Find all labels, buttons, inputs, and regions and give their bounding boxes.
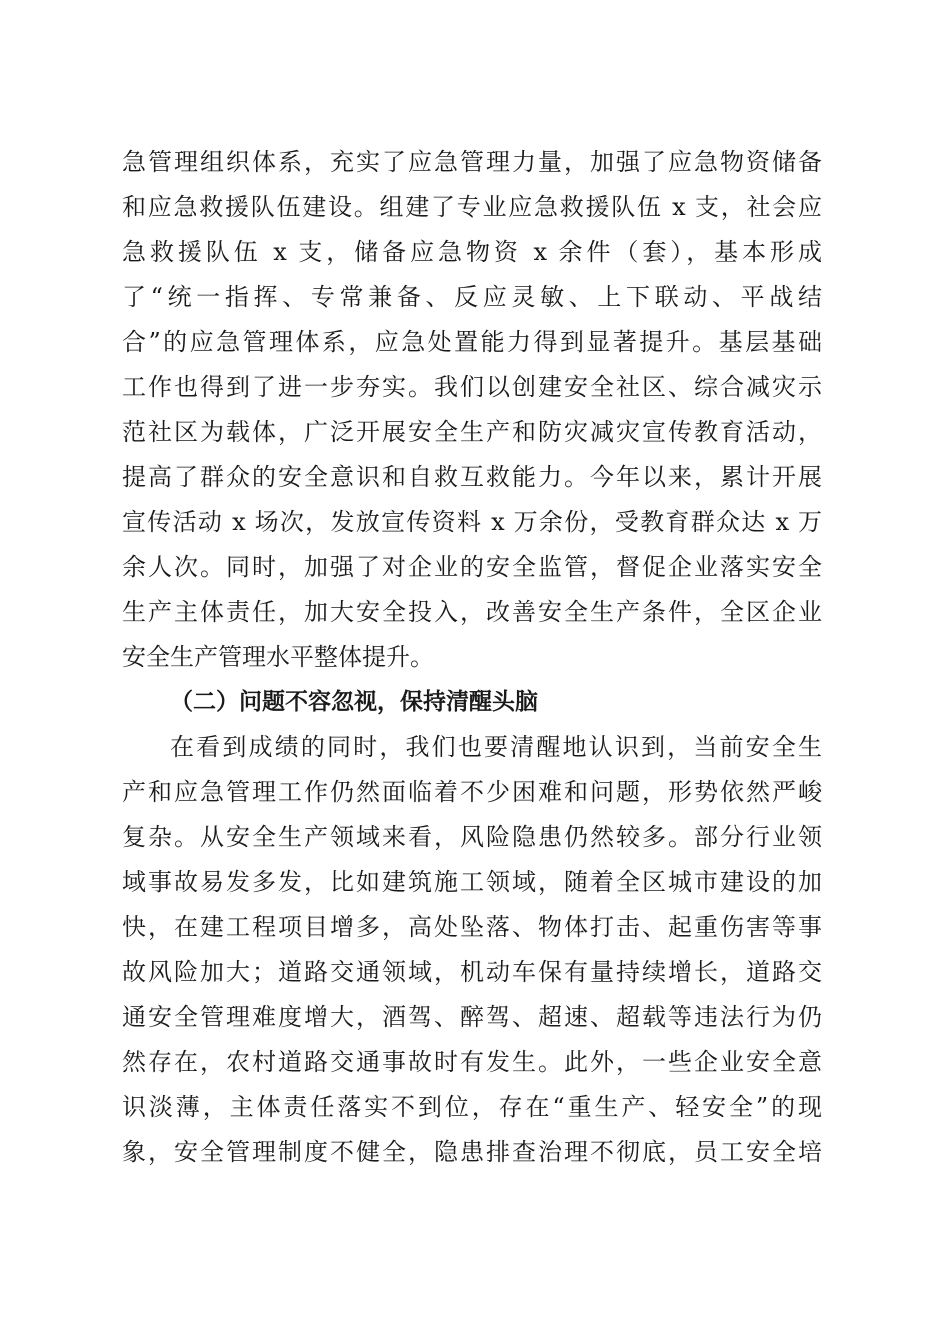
section-heading: （二）问题不容忽视，保持清醒头脑 <box>170 689 538 715</box>
text-line: 识淡薄，主体责任落实不到位，存在“重生产、轻安全”的现 <box>122 1093 822 1121</box>
text-line: 工作也得到了进一步夯实。我们以创建安全社区、综合减灾示 <box>122 373 822 401</box>
text-line: 域事故易发多发，比如建筑施工领域，随着全区城市建设的加 <box>122 868 822 896</box>
text-line: 复杂。从安全生产领域来看，风险隐患仍然较多。部分行业领 <box>122 823 822 851</box>
paragraph-achievements <box>122 140 822 680</box>
text-line: 快，在建工程项目增多，高处坠落、物体打击、起重伤害等事 <box>122 913 822 941</box>
text-line: 急管理组织体系，充实了应急管理力量，加强了应急物资储备 <box>122 148 822 176</box>
text-line: 产和应急管理工作仍然面临着不少困难和问题，形势依然严峻 <box>122 778 822 806</box>
text-line: 了“统一指挥、专常兼备、反应灵敏、上下联动、平战结 <box>122 283 822 311</box>
text-line: 故风险加大；道路交通领域，机动车保有量持续增长，道路交 <box>122 958 822 986</box>
text-line: 然存在，农村道路交通事故时有发生。此外，一些企业安全意 <box>122 1048 822 1076</box>
paragraph-problems <box>122 725 822 1175</box>
text-line: 通安全管理难度增大，酒驾、醉驾、超速、超载等违法行为仍 <box>122 1003 822 1031</box>
text-line: 提高了群众的安全意识和自救互救能力。今年以来，累计开展 <box>122 463 822 491</box>
document-body <box>122 140 822 1175</box>
text-line: 和应急救援队伍建设。组建了专业应急救援队伍 x 支，社会应 <box>122 193 822 221</box>
text-line: 象，安全管理制度不健全，隐患排查治理不彻底，员工安全培 <box>122 1138 822 1166</box>
text-line: 范社区为载体，广泛开展安全生产和防灾减灾宣传教育活动， <box>122 418 822 446</box>
text-line: 安全生产管理水平整体提升。 <box>122 643 434 671</box>
text-line: 余人次。同时，加强了对企业的安全监管，督促企业落实安全 <box>122 553 822 581</box>
text-line: 合”的应急管理体系，应急处置能力得到显著提升。基层基础 <box>122 328 822 356</box>
text-line: 宣传活动 x 场次，发放宣传资料 x 万余份，受教育群众达 x 万 <box>122 508 822 536</box>
text-line: 在看到成绩的同时，我们也要清醒地认识到，当前安全生 <box>170 733 822 761</box>
text-line: 急救援队伍 x 支，储备应急物资 x 余件（套），基本形成 <box>122 238 822 266</box>
text-line: 生产主体责任，加大安全投入，改善安全生产条件，全区企业 <box>122 598 822 626</box>
